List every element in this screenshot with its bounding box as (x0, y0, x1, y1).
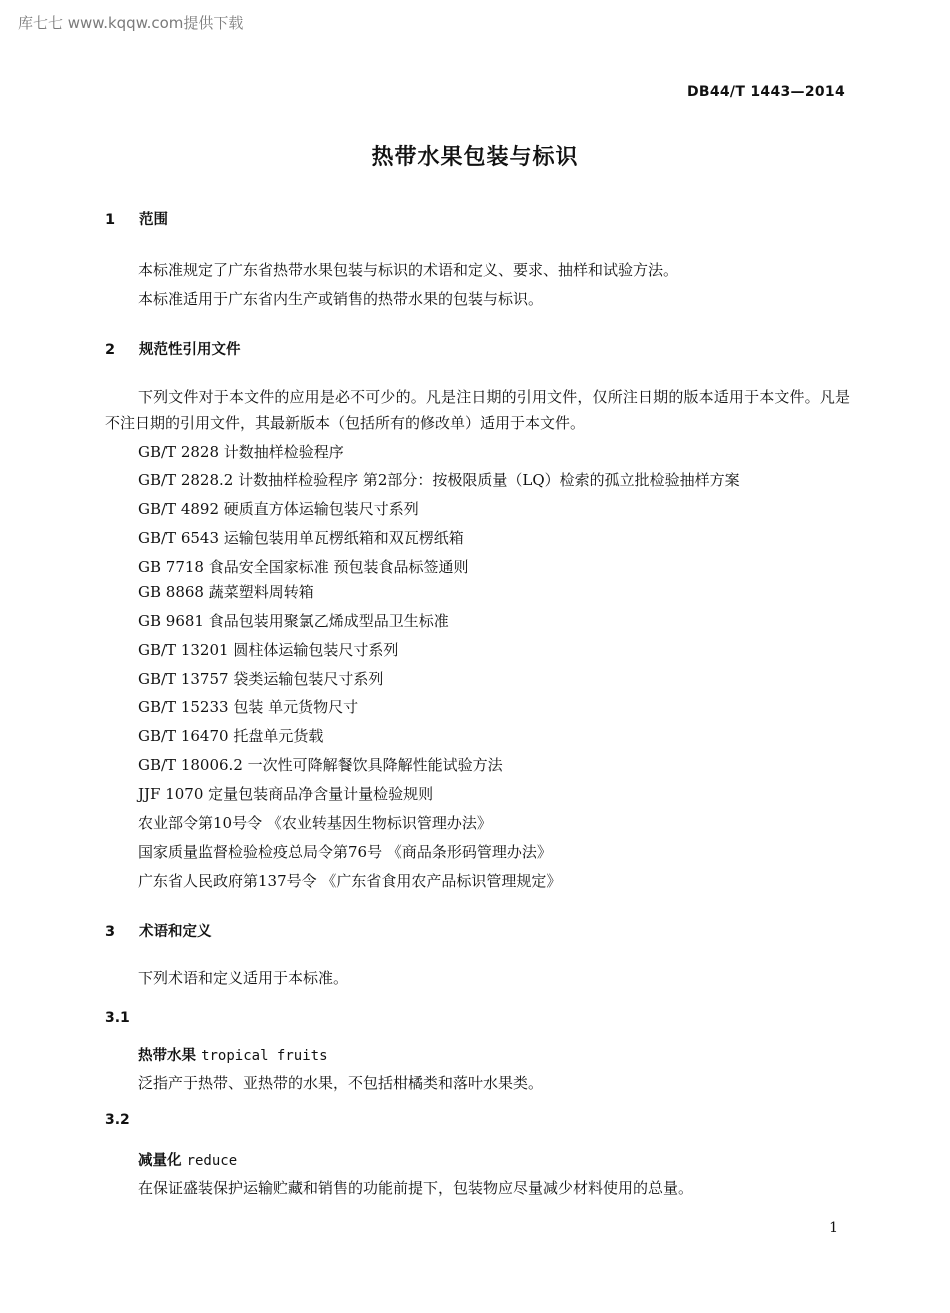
term-chinese: 减量化 (138, 1153, 182, 1169)
term-definition: 泛指产于热带、亚热带的水果，不包括柑橘类和落叶水果类。 (138, 1074, 544, 1092)
term-number: 3.1 (105, 1010, 130, 1026)
standard-code: DB44/T 1443—2014 (686, 84, 845, 100)
section-2-heading (105, 338, 241, 359)
term-heading (138, 1149, 237, 1170)
section-title: 术语和定义 (139, 924, 212, 940)
section-3-heading (105, 920, 212, 941)
watermark: 库七七 www.kqqw.com提供下载 (18, 14, 244, 32)
reference-item: GB/T 2828 计数抽样检验程序 (138, 443, 344, 461)
reference-item: GB/T 6543 运输包装用单瓦楞纸箱和双瓦楞纸箱 (138, 529, 464, 547)
section-title: 规范性引用文件 (139, 342, 241, 358)
reference-item: GB/T 4892 硬质直方体运输包装尺寸系列 (138, 500, 419, 518)
reference-item: GB/T 13757 袋类运输包装尺寸系列 (138, 670, 384, 688)
reference-item: 广东省人民政府第137号令 《广东省食用农产品标识管理规定》 (138, 872, 562, 890)
reference-item: 农业部令第10号令 《农业转基因生物标识管理办法》 (138, 814, 492, 832)
section-number: 3 (105, 924, 116, 940)
page-number: 1 (829, 1220, 838, 1236)
references-intro: 下列文件对于本文件的应用是必不可少的。凡是注日期的引用文件，仅所注日期的版本适用于本文件。凡是不注日期的引用文件，其最新版本（包括所有的修改单）适用于本文件。 (105, 388, 850, 432)
section-number: 1 (105, 212, 116, 228)
term-definition: 在保证盛装保护运输贮藏和销售的功能前提下，包装物应尽量减少材料使用的总量。 (138, 1179, 694, 1197)
reference-item: GB/T 18006.2 一次性可降解餐饮具降解性能试验方法 (138, 756, 503, 774)
reference-item: GB/T 15233 包装 单元货物尺寸 (138, 698, 359, 716)
reference-item: GB 8868 蔬菜塑料周转箱 (138, 583, 314, 601)
reference-item: GB/T 13201 圆柱体运输包装尺寸系列 (138, 641, 399, 659)
section-title: 范围 (139, 212, 168, 228)
term-number: 3.2 (105, 1112, 130, 1128)
term-english: tropical fruits (201, 1048, 328, 1064)
term-english: reduce (186, 1153, 238, 1169)
section-1-heading (105, 208, 168, 229)
reference-item: GB 7718 食品安全国家标准 预包装食品标签通则 (138, 558, 469, 576)
term-chinese: 热带水果 (138, 1048, 196, 1064)
reference-item: 国家质量监督检验检疫总局令第76号 《商品条形码管理办法》 (138, 843, 552, 861)
reference-item: JJF 1070 定量包装商品净含量计量检验规则 (138, 785, 434, 803)
scope-paragraph: 本标准规定了广东省热带水果包装与标识的术语和定义、要求、抽样和试验方法。 (138, 261, 679, 279)
reference-item: GB/T 2828.2 计数抽样检验程序 第2部分：按极限质量（LQ）检索的孤立批检验抽样方案 (138, 471, 740, 489)
reference-item: GB/T 16470 托盘单元货载 (138, 727, 324, 745)
section-number: 2 (105, 342, 116, 358)
terms-intro: 下列术语和定义适用于本标准。 (138, 969, 349, 987)
document-title: 热带水果包装与标识 (371, 145, 579, 170)
scope-paragraph: 本标准适用于广东省内生产或销售的热带水果的包装与标识。 (138, 290, 544, 308)
term-heading (138, 1044, 328, 1065)
reference-item: GB 9681 食品包装用聚氯乙烯成型品卫生标准 (138, 612, 449, 630)
